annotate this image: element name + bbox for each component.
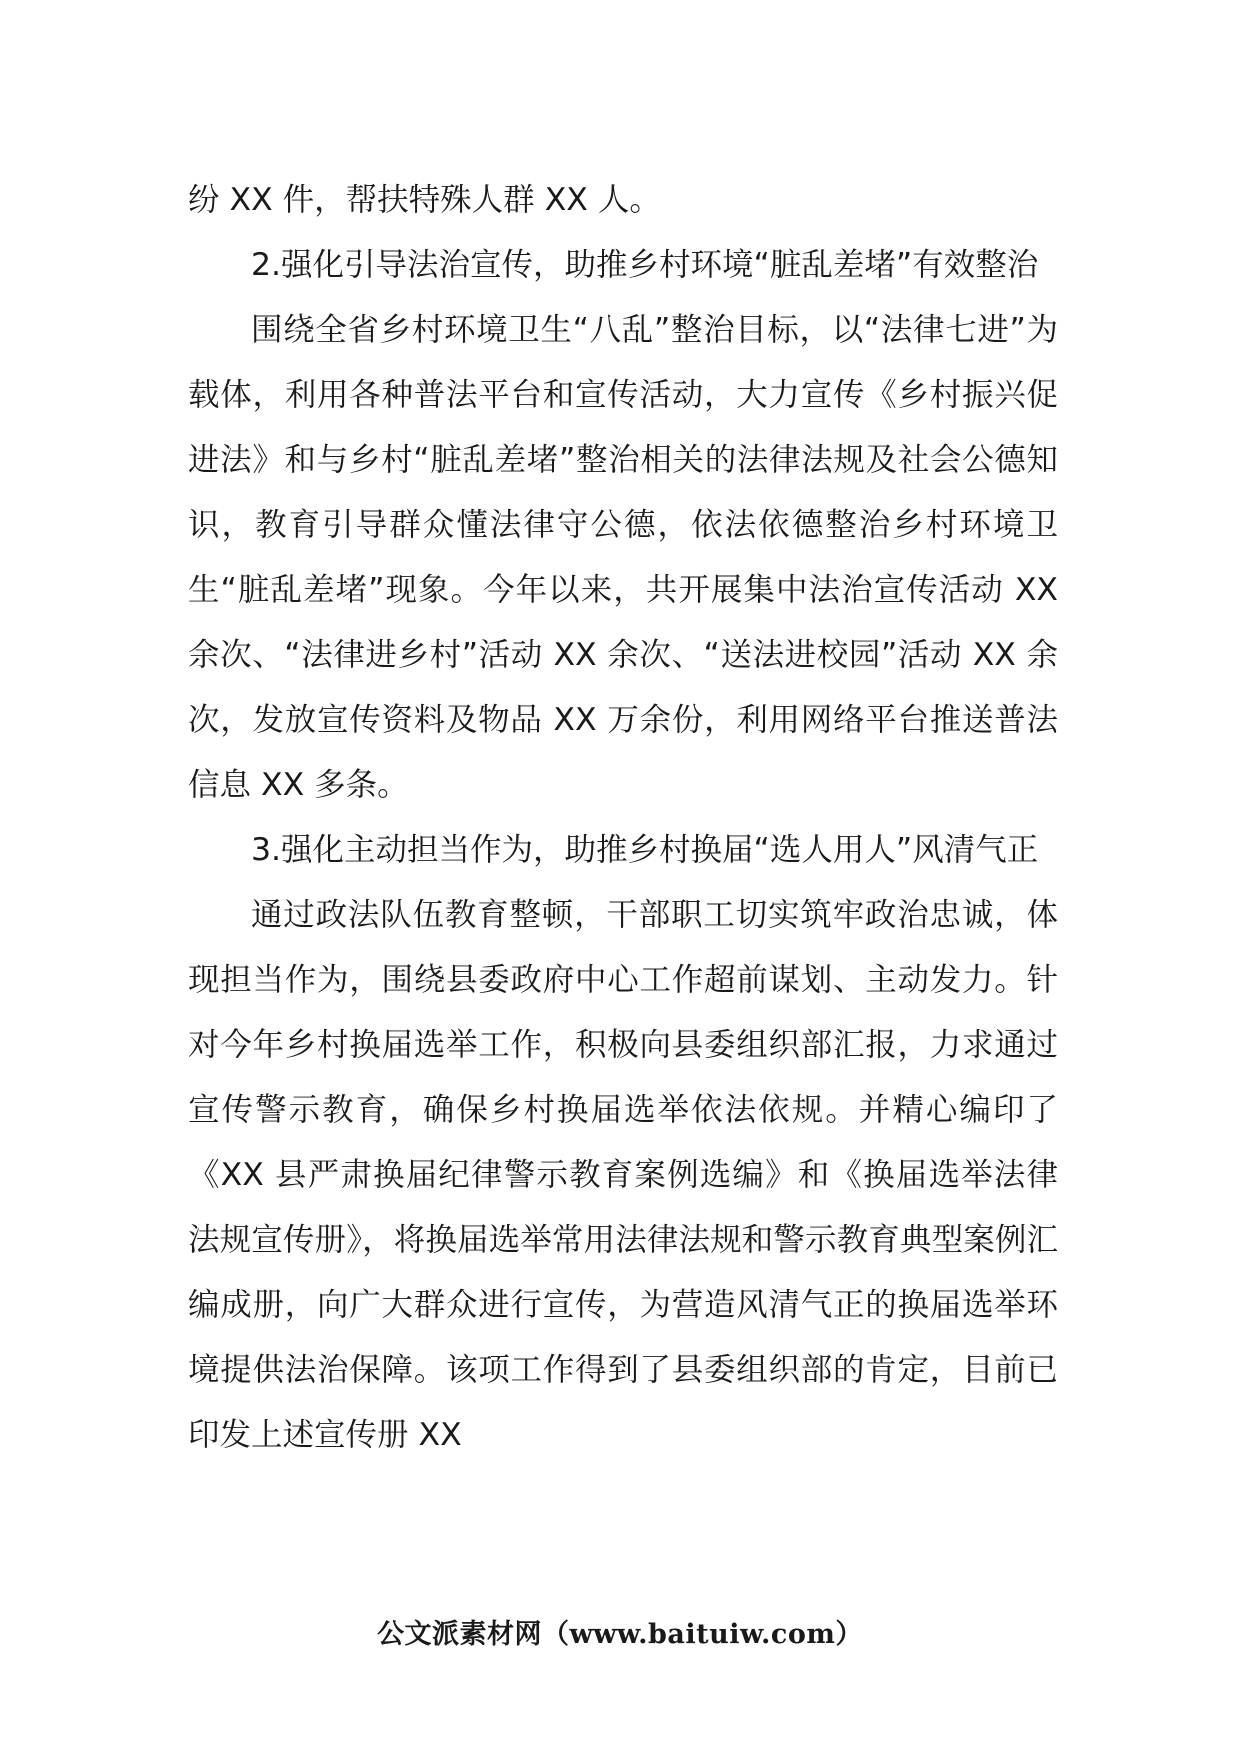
paragraph-section-3: 通过政法队伍教育整顿，干部职工切实筑牢政治忠诚，体现担当作为，围绕县委政府中心工作超前谋划、主动发力。针对今年乡村换届选举工作，积极向县委组织部汇报，力求通过宣传警示教育，确保乡村换届选举依法依规。并精心编印了《XX 县严肃换届纪律警示教育案例选编》和《换届选举法律法规宣传册》，将换届选举常用法律法规和警示教育典型案例汇编成册，向广大群众进行宣传，为营造风清气正的换届选举环境提供法治保障。该项工作得到了县委组织部的肯定，目前已印发上述宣传册 XX: [188, 897, 1058, 1453]
document-body: [188, 168, 1058, 1468]
paragraph-section-2: 围绕全省乡村环境卫生“八乱”整治目标，以“法律七进”为载体，利用各种普法平台和宣传活动，大力宣传《乡村振兴促进法》和与乡村“脏乱差堵”整治相关的法律法规及社会公德知识，教育引导群众懂法律守公德，依法依德整治乡村环境卫生“脏乱差堵”现象。今年以来，共开展集中法治宣传活动 XX 余次、“法律进乡村”活动 XX 余次、“送法进校园”活动 XX 余次，发放宣传资料及物品 XX 万余份，利用网络平台推送普法信息 XX 多条。: [188, 312, 1058, 803]
footer-watermark: 公文派素材网（www.baituiw.com）: [377, 1619, 863, 1650]
section-heading-3: 3.强化主动担当作为，助推乡村换届“选人用人”风清气正: [251, 832, 1039, 868]
paragraph-continuation: 纷 XX 件，帮扶特殊人群 XX 人。: [188, 182, 661, 218]
section-heading-2: 2.强化引导法治宣传，助推乡村环境“脏乱差堵”有效整治: [251, 247, 1039, 283]
